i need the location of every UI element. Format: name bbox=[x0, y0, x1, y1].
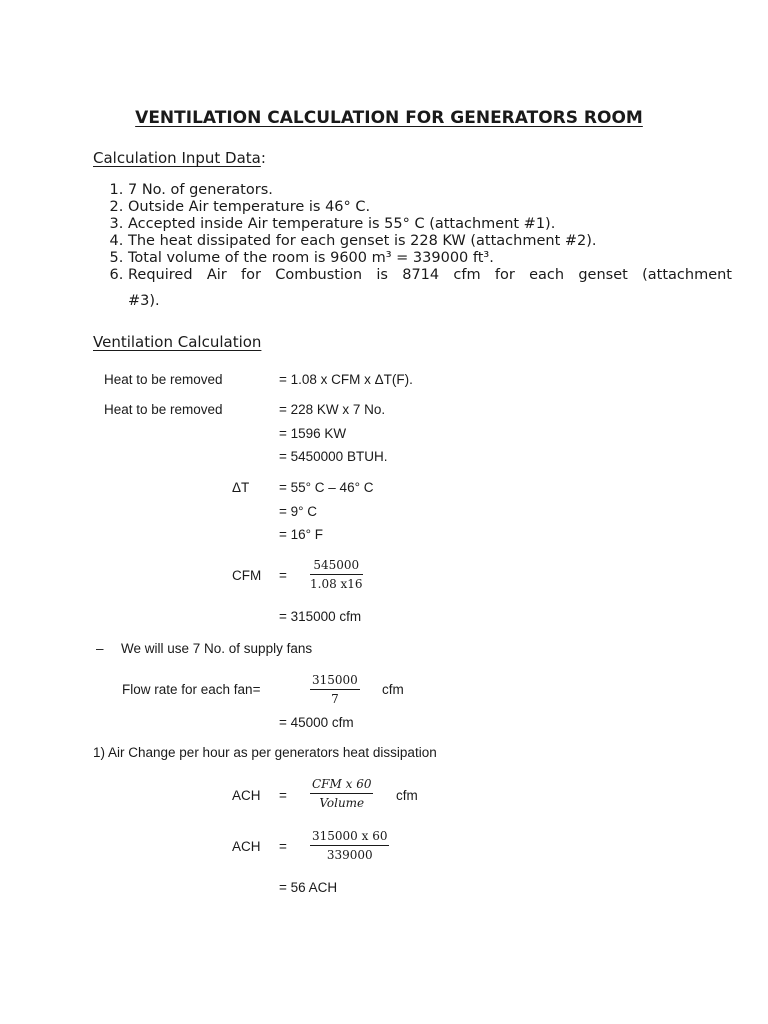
cfm-label: CFM bbox=[232, 568, 262, 583]
ach-label-1: ACH bbox=[232, 788, 261, 803]
delta-t-line-3: = 16° F bbox=[279, 527, 324, 542]
ach-value-denominator: 339000 bbox=[326, 848, 373, 862]
ach-value-numerator: 315000 x 60 bbox=[310, 829, 389, 846]
list-item: 4. The heat dissipated for each genset is 228 KW (attachment #2). bbox=[128, 233, 732, 250]
heat-line-2: = 1596 KW bbox=[279, 426, 347, 441]
ach-result: = 56 ACH bbox=[279, 880, 338, 895]
ach-formula-fraction bbox=[310, 777, 373, 810]
cfm-denominator: 1.08 x16 bbox=[310, 577, 363, 591]
list-item: 2. Outside Air temperature is 46° C. bbox=[128, 199, 732, 216]
calculation-heading: Ventilation Calculation bbox=[93, 333, 262, 351]
ach-formula-unit: cfm bbox=[396, 788, 418, 803]
fan-flow-denominator: 7 bbox=[331, 692, 339, 706]
input-data-list bbox=[93, 182, 732, 310]
delta-t-line-2: = 9° C bbox=[279, 504, 318, 519]
delta-t-line-1: = 55° C – 46° C bbox=[279, 480, 374, 495]
cfm-equals: = bbox=[279, 568, 287, 583]
ach-formula-denominator: Volume bbox=[319, 796, 365, 810]
fan-flow-unit: cfm bbox=[382, 682, 404, 697]
cfm-fraction bbox=[310, 558, 363, 591]
list-item: 5. Total volume of the room is 9600 m³ = 339000 ft³. bbox=[128, 250, 732, 267]
list-item-line: Required Air for Combustion is 8714 cfm for each genset (attachment bbox=[128, 267, 732, 283]
cfm-result: = 315000 cfm bbox=[279, 609, 362, 624]
ach-heading: 1) Air Change per hour as per generators heat dissipation bbox=[93, 745, 437, 760]
input-data-heading bbox=[93, 149, 266, 167]
fans-text: We will use 7 No. of supply fans bbox=[121, 641, 313, 656]
input-data-heading-colon: : bbox=[260, 149, 266, 167]
heat-label-2: Heat to be removed bbox=[104, 402, 223, 417]
heat-formula: = 1.08 x CFM x ΔT(F). bbox=[279, 372, 413, 387]
ach-value-fraction bbox=[310, 829, 389, 862]
fans-bullet: – bbox=[96, 641, 104, 656]
cfm-numerator: 545000 bbox=[310, 558, 363, 575]
input-data-heading-text: Calculation Input Data bbox=[93, 149, 261, 167]
fan-flow-numerator: 315000 bbox=[310, 673, 360, 690]
heat-line-3: = 5450000 BTUH. bbox=[279, 449, 388, 464]
ach-formula-numerator: CFM x 60 bbox=[310, 777, 373, 794]
ach-equals-1: = bbox=[279, 788, 287, 803]
heat-label-1: Heat to be removed bbox=[104, 372, 223, 387]
list-item-continuation: #3). bbox=[128, 293, 160, 309]
fan-flow-result: = 45000 cfm bbox=[279, 715, 354, 730]
heat-line-1: = 228 KW x 7 No. bbox=[279, 402, 386, 417]
document-title: VENTILATION CALCULATION FOR GENERATORS ROOM bbox=[135, 108, 643, 128]
ach-equals-2: = bbox=[279, 839, 287, 854]
list-item: 3. Accepted inside Air temperature is 55° C (attachment #1). bbox=[128, 216, 732, 233]
list-item: 1. 7 No. of generators. bbox=[128, 182, 732, 199]
fan-flow-fraction bbox=[310, 673, 360, 706]
list-item bbox=[128, 267, 732, 310]
delta-t-label: ΔT bbox=[232, 480, 250, 495]
fan-flow-label: Flow rate for each fan= bbox=[122, 682, 261, 697]
ach-label-2: ACH bbox=[232, 839, 261, 854]
